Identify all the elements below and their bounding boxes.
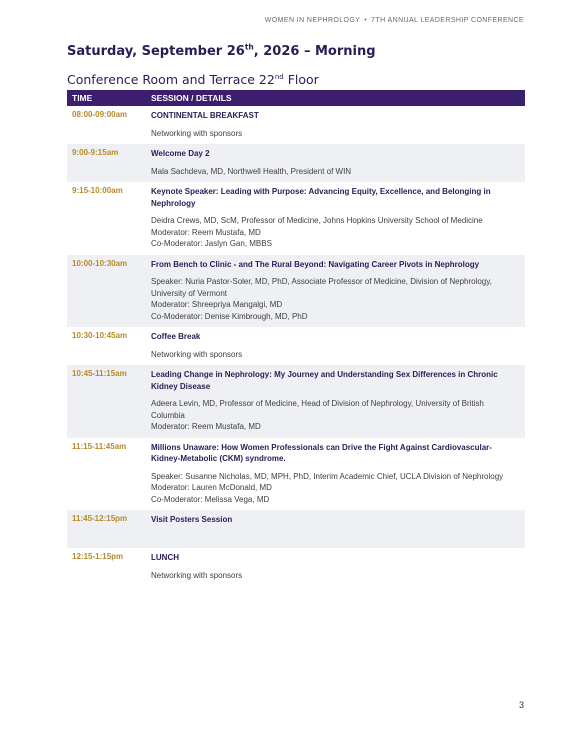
table-row bbox=[67, 438, 525, 511]
table-row bbox=[67, 510, 525, 548]
session-info-line: Co-Moderator: Melissa Vega, MD bbox=[151, 494, 270, 504]
session-time: 10:45-11:15am bbox=[72, 369, 127, 378]
session-title: Visit Posters Session bbox=[151, 515, 233, 524]
session-time: 11:45-12:15pm bbox=[72, 514, 128, 523]
session-title: Coffee Break bbox=[151, 332, 201, 341]
table-row bbox=[67, 106, 525, 144]
schedule-table bbox=[67, 90, 525, 586]
day-heading-sup: th bbox=[244, 42, 254, 52]
session-info bbox=[151, 276, 519, 322]
session-info bbox=[151, 570, 519, 582]
session-details bbox=[151, 147, 525, 177]
session-title: CONTINENTAL BREAKFAST bbox=[151, 111, 259, 120]
session-title: Millions Unaware: How Women Professionals can Drive the Fight Against Cardiovascular-Kidney-Metabolic (CKM) syndrome. bbox=[151, 442, 492, 463]
session-info-line: Moderator: Lauren McDonald, MD bbox=[151, 483, 272, 492]
session-details bbox=[151, 185, 525, 250]
running-header bbox=[265, 17, 524, 24]
session-info-line: Co-Moderator: Jaslyn Gan, MBBS bbox=[151, 239, 272, 248]
session-info bbox=[151, 128, 519, 140]
session-info-line: Networking with sponsors bbox=[151, 349, 243, 359]
table-row bbox=[67, 144, 525, 182]
table-row bbox=[67, 327, 525, 365]
session-time: 12:15-1:15pm bbox=[72, 552, 124, 561]
session-title: Keynote Speaker: Leading with Purpose: Advancing Equity, Excellence, and Belonging in Nephrology bbox=[151, 187, 491, 208]
session-info bbox=[151, 166, 519, 178]
table-row bbox=[67, 548, 525, 586]
session-info-line: Moderator: Reem Mustafa, MD bbox=[151, 422, 261, 431]
session-details bbox=[151, 513, 525, 543]
session-info bbox=[151, 398, 519, 433]
session-info-line: Networking with sponsors bbox=[151, 570, 243, 580]
table-row bbox=[67, 255, 525, 328]
session-details bbox=[151, 551, 525, 581]
session-info bbox=[151, 349, 519, 361]
session-details bbox=[151, 441, 525, 506]
session-time: 9:15-10:00am bbox=[72, 186, 123, 195]
session-title: Welcome Day 2 bbox=[151, 149, 210, 158]
session-title: From Bench to Clinic - and The Rural Beyond: Navigating Career Pivots in Nephrology bbox=[151, 259, 480, 269]
day-heading bbox=[67, 44, 376, 59]
session-info-line: Moderator: Shreepriya Mangalgi, MD bbox=[151, 300, 283, 309]
room-heading-prefix: Conference Room and Terrace 22 bbox=[67, 72, 275, 87]
session-details bbox=[151, 258, 525, 323]
session-info bbox=[151, 471, 519, 506]
session-info-line: Speaker: Nuria Pastor-Soler, MD, PhD, Associate Professor of Medicine, Division of Nephrology, University of Vermont bbox=[151, 277, 492, 298]
session-info-line: Networking with sponsors bbox=[151, 128, 243, 138]
session-info-line: Deidra Crews, MD, ScM, Professor of Medicine, Johns Hopkins University School of Medicine bbox=[151, 216, 483, 225]
room-heading bbox=[67, 72, 319, 87]
session-info-line: Moderator: Reem Mustafa, MD bbox=[151, 227, 261, 237]
session-time: 10:00-10:30am bbox=[72, 258, 128, 268]
day-heading-suffix: , 2026 – Morning bbox=[253, 44, 376, 59]
session-info-line: Adeera Levin, MD, Professor of Medicine, Head of Division of Nephrology, University of British Columbia bbox=[151, 399, 484, 420]
session-details bbox=[151, 109, 525, 139]
session-time: 9:00-9:15am bbox=[72, 148, 119, 157]
session-info-line: Co-Moderator: Denise Kimbrough, MD, PhD bbox=[151, 311, 308, 321]
room-heading-suffix: Floor bbox=[283, 72, 319, 87]
column-header-session: SESSION / DETAILS bbox=[151, 93, 232, 103]
table-header bbox=[67, 90, 525, 106]
table-row bbox=[67, 365, 525, 438]
session-details bbox=[151, 330, 525, 360]
session-details bbox=[151, 368, 525, 433]
day-heading-prefix: Saturday, September 26 bbox=[67, 44, 245, 59]
room-heading-sup: nd bbox=[274, 72, 284, 81]
running-header-left: WOMEN IN NEPHROLOGY bbox=[264, 17, 361, 24]
session-time: 08:00-09:00am bbox=[72, 110, 128, 119]
session-time: 10:30-10:45am bbox=[72, 331, 128, 340]
session-info-line: Mala Sachdeva, MD, Northwell Health, President of WIN bbox=[151, 166, 352, 176]
column-header-time: TIME bbox=[72, 93, 93, 103]
session-info-line: Speaker: Susanne Nicholas, MD, MPH, PhD, Interim Academic Chief, UCLA Division of Nephrology bbox=[151, 471, 504, 481]
table-body bbox=[67, 106, 525, 586]
session-title: LUNCH bbox=[151, 553, 179, 562]
session-time: 11:15-11:45am bbox=[72, 441, 127, 451]
running-header-right: 7TH ANNUAL LEADERSHIP CONFERENCE bbox=[371, 17, 524, 24]
page-number: 3 bbox=[518, 700, 524, 710]
running-header-separator: • bbox=[364, 17, 368, 24]
session-info bbox=[151, 215, 519, 250]
table-row bbox=[67, 182, 525, 255]
session-title: Leading Change in Nephrology: My Journey and Understanding Sex Differences in Chronic Kidney Disease bbox=[151, 370, 498, 391]
